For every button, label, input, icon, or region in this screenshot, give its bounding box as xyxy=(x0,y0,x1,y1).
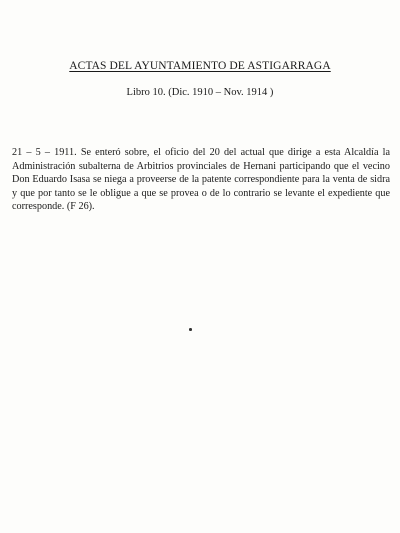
document-subtitle: Libro 10. (Dic. 1910 – Nov. 1914 ) xyxy=(126,87,274,98)
document-title xyxy=(0,60,400,72)
document-title-text: ACTAS DEL AYUNTAMIENTO DE ASTIGARRAGA xyxy=(69,60,331,72)
minutes-entry: 21 – 5 – 1911. Se enteró sobre, el oficio del 20 del actual que dirige a esta Alcaldía la Administración subalterna de Arbitrios provinciales de Hernani participando que el vecino Don Eduardo Isasa se niega a proveerse de la patente correspondiente para la venta de sidra y que por tanto se le obligue a que se provea o de lo contrario se levante el expediente que corresponde. (F 26). xyxy=(12,147,390,212)
stray-mark xyxy=(189,328,192,331)
